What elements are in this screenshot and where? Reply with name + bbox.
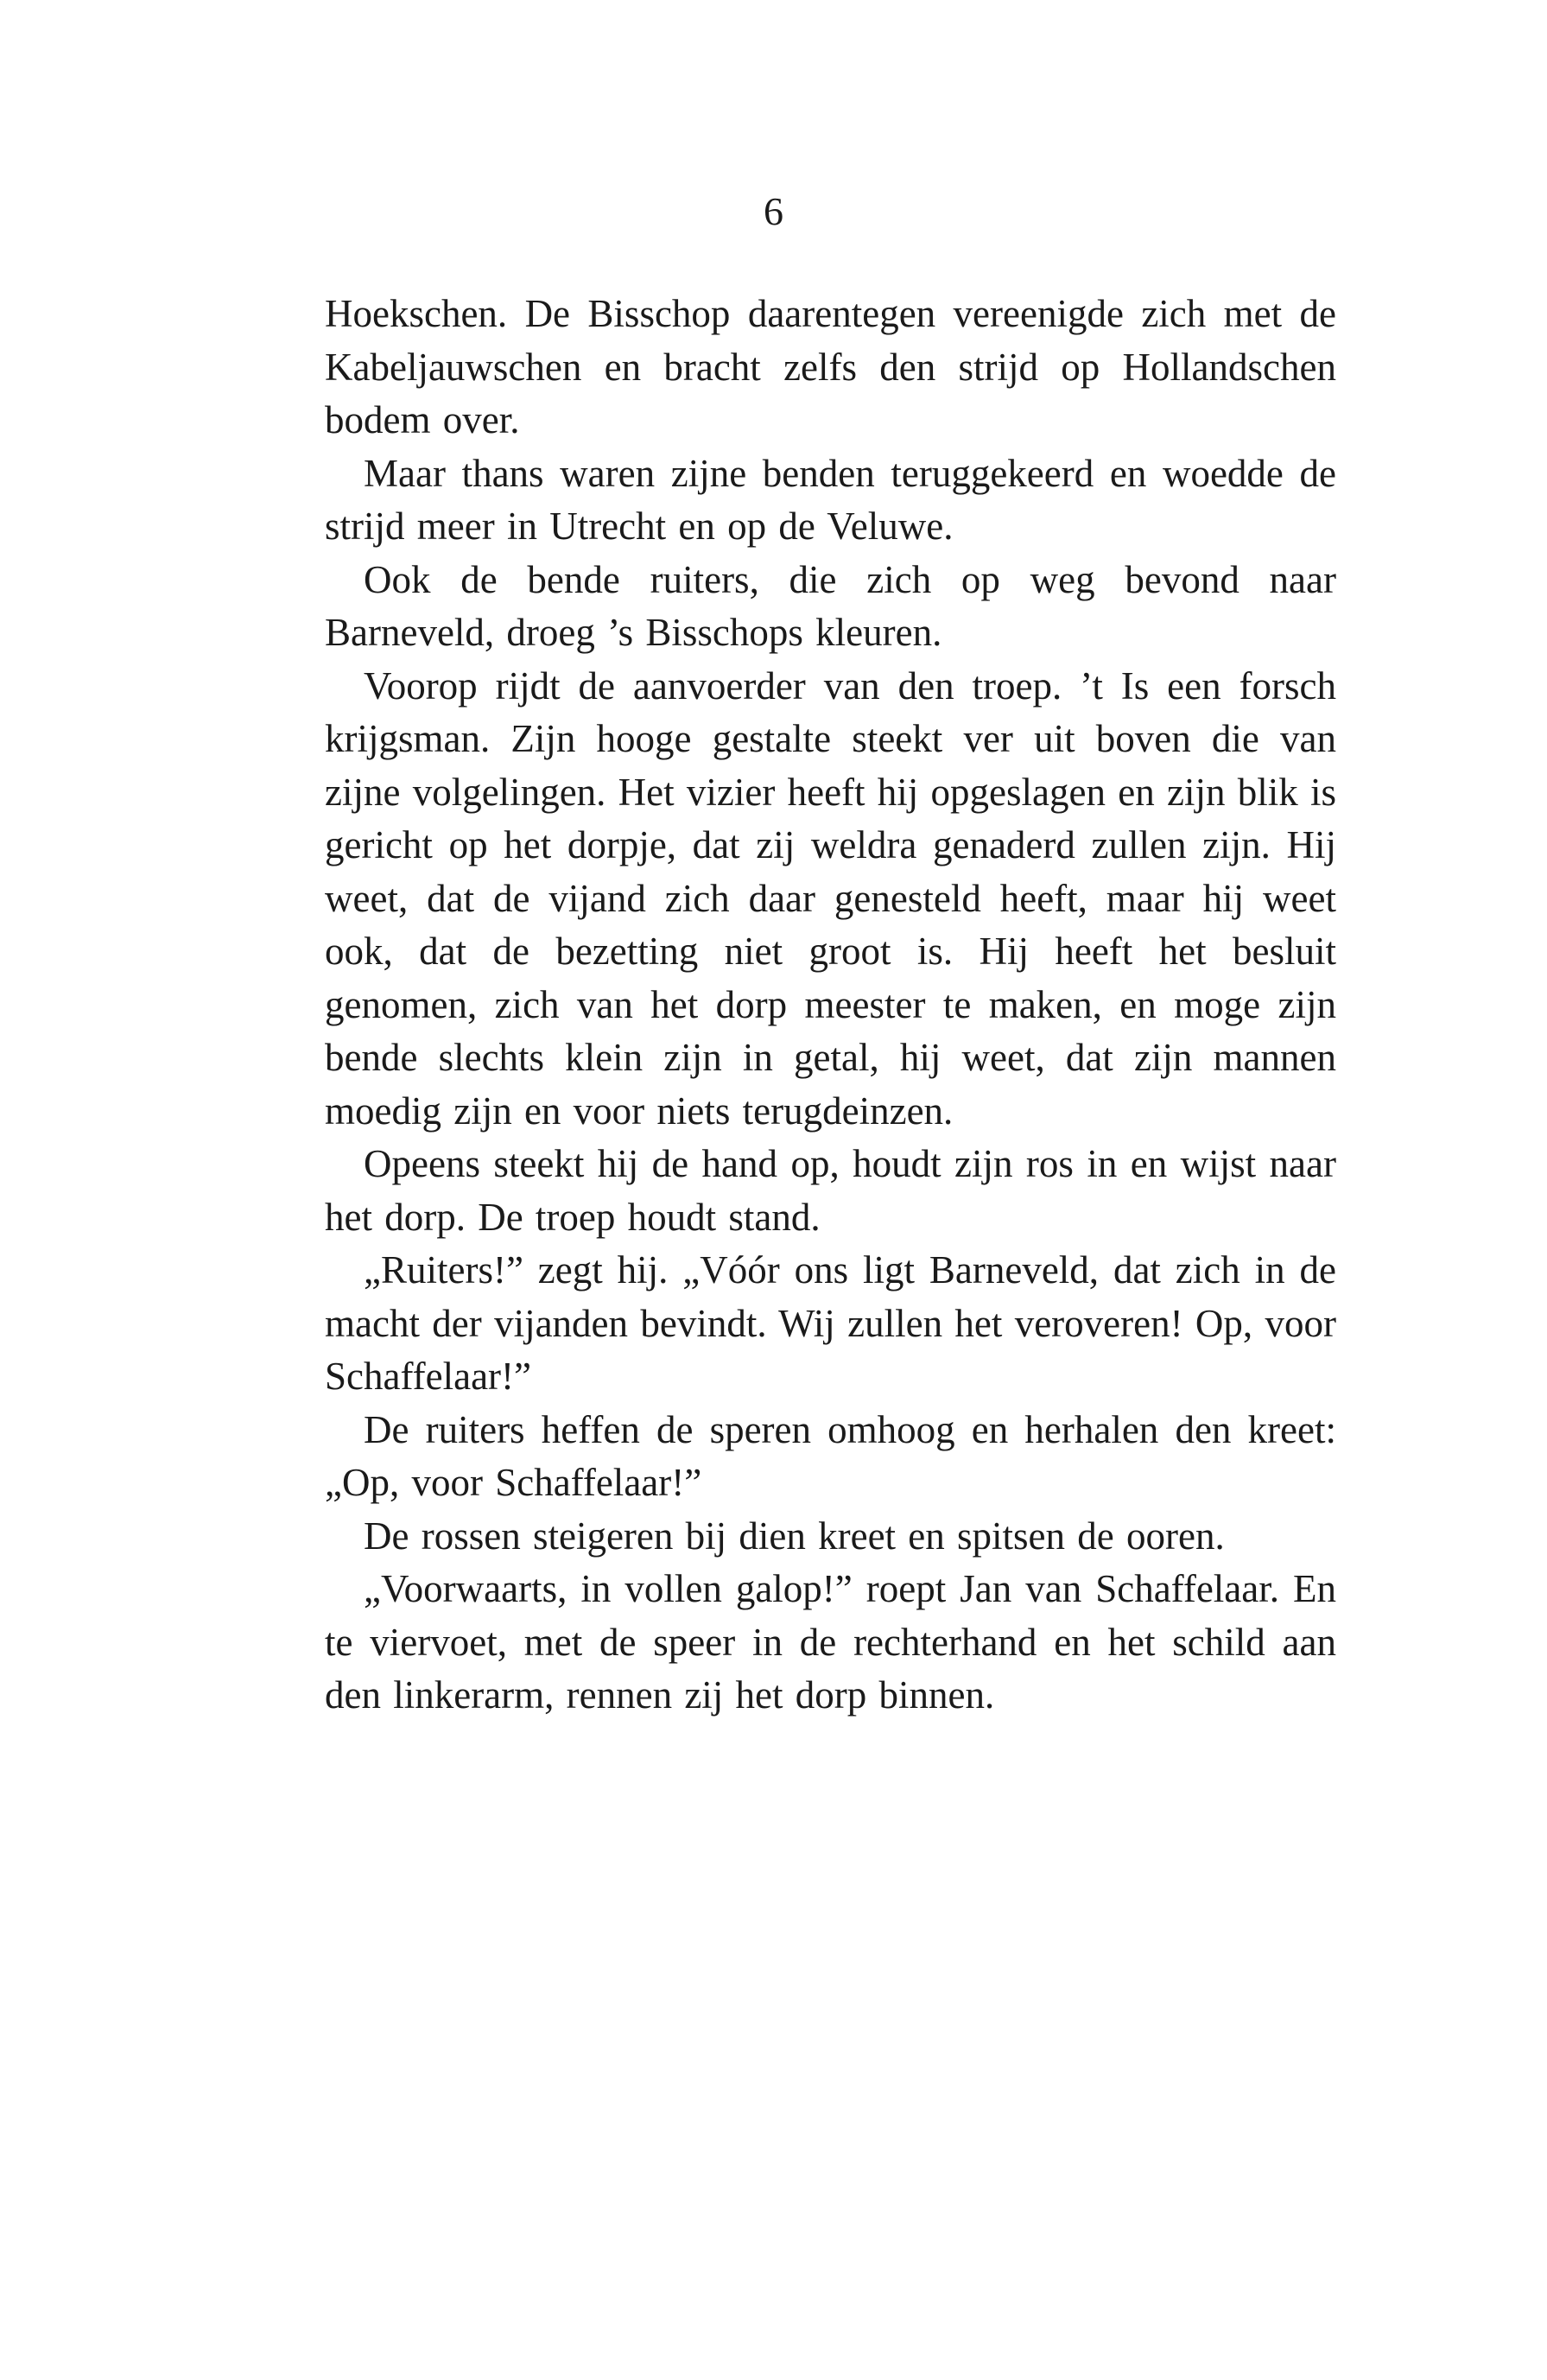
paragraph-4: Voorop rijdt de aanvoerder van den troep. ’t Is een forsch krijgsman. Zijn hooge gestalte steekt ver uit boven die van zijne volgelingen. Het vizier heeft hij opgeslagen en zijn blik is gericht op het dorpje, dat zij weldra genaderd zullen zijn. Hij weet, dat de vijand zich daar genesteld heeft, maar hij weet ook, dat de bezetting niet groot is. Hij heeft het besluit genomen, zich van het dorp meester te maken, en moge zijn bende slechts klein zijn in getal, hij weet, dat zijn mannen moedig zijn en voor niets terugdeinzen. [325, 663, 1336, 1133]
body-text [325, 288, 1336, 1723]
page-number: 6 [764, 189, 783, 233]
paragraph-9: „Voorwaarts, in vollen galop!” roept Jan van Schaffelaar. En te viervoet, met de speer in de rechterhand en het schild aan den linkerarm, rennen zij het dorp binnen. [325, 1567, 1336, 1717]
paragraph-8: De rossen steigeren bij dien kreet en spitsen de ooren. [364, 1514, 1225, 1558]
paragraph-2: Maar thans waren zijne benden teruggekeerd en woedde de strijd meer in Utrecht en op de Veluwe. [325, 451, 1336, 548]
paragraph-1: Hoekschen. De Bisschop daarentegen vereenigde zich met de Kabeljauwschen en bracht zelfs den strijd op Hollandschen bodem over. [325, 292, 1336, 441]
paragraph-3: Ook de bende ruiters, die zich op weg bevond naar Barneveld, droeg ’s Bisschops kleuren. [325, 557, 1336, 654]
paragraph-5: Opeens steekt hij de hand op, houdt zijn ros in en wijst naar het dorp. De troep houdt stand. [325, 1142, 1336, 1239]
paragraph-7: De ruiters heffen de speren omhoog en herhalen den kreet: „Op, voor Schaffelaar!” [325, 1407, 1336, 1504]
paragraph-6: „Ruiters!” zegt hij. „Vóór ons ligt Barneveld, dat zich in de macht der vijanden bevindt. Wij zullen het veroveren! Op, voor Schaffelaar!” [325, 1248, 1336, 1398]
